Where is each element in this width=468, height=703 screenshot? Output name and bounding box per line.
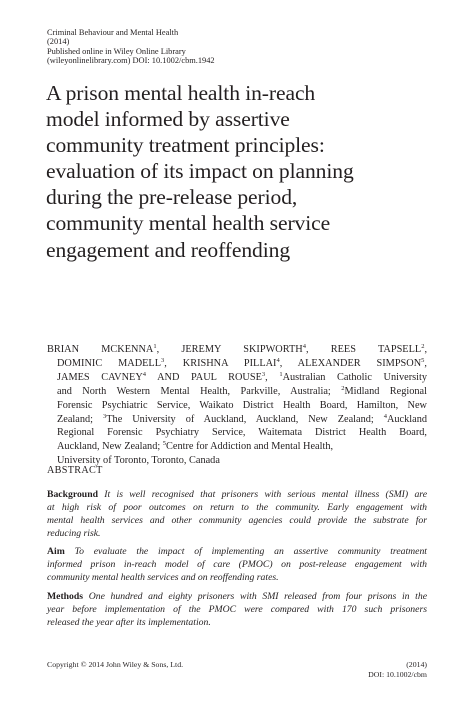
section-label: Methods <box>47 591 84 602</box>
article-title <box>46 80 436 263</box>
journal-year: (2014) <box>47 37 70 47</box>
affiliation-line: Auckland, New Zealand; $^5$Centre for Addiction and Mental Health, <box>57 440 334 453</box>
title-line: community mental health service <box>46 211 331 236</box>
paragraph-line: community mental health services and on reoffending rates. <box>47 571 279 583</box>
footer-copyright: Copyright © 2014 John Wiley & Sons, Ltd. <box>47 660 184 669</box>
affiliation-line: and North Western Mental Health, Parkville, Australia; $^2$Midland Regional <box>57 384 427 397</box>
journal-doi: (wileyonlinelibrary.com) DOI: 10.1002/cbm.1942 <box>47 56 215 66</box>
paragraph-line: Background It is well recognised that prisoners with serious mental illness (SMI) are <box>47 489 427 500</box>
affiliation-line: Regional Forensic Psychiatry Service, Waitemata District Health Board, <box>57 427 427 439</box>
journal-name: Criminal Behaviour and Mental Health <box>47 28 179 37</box>
title-line: evaluation of its impact on planning <box>46 159 354 184</box>
author-line: DOMINIC MADELL$^3$, KRISHNA PILLAI$^4$, ALEXANDER SIMPSON$^5$, <box>57 356 427 369</box>
title-line: A prison mental health in-reach <box>46 81 316 105</box>
abstract-background <box>47 489 427 541</box>
abstract-aim <box>47 546 427 585</box>
paragraph-line: mental health services and other community agencies could provide the substrate for <box>47 514 427 526</box>
journal-info <box>47 28 427 66</box>
affiliation-line: Zealand; $^3$The University of Auckland, Auckland, New Zealand; $^4$Auckland <box>57 412 427 425</box>
affiliation-line: University of Toronto, Toronto, Canada <box>57 455 220 467</box>
paragraph-line: Aim To evaluate the impact of implementing an assertive community treatment <box>47 546 427 557</box>
title-line: engagement and reoffending <box>46 237 291 262</box>
author-affiliations <box>47 343 427 468</box>
paragraph-line: year before implementation of the PMOC were compared with 170 such prisoners <box>47 603 427 615</box>
footer-year: (2014) <box>406 660 427 669</box>
abstract-methods <box>47 591 427 630</box>
title-line: during the pre-release period, <box>46 185 298 210</box>
author-line: JAMES CAVNEY$^4$ AND PAUL ROUSE$^3$, $^1$Australian Catholic University <box>57 370 428 383</box>
paragraph-line: Methods One hundred and eighty prisoners with SMI released from four prisons in the <box>47 591 427 602</box>
title-line: community treatment principles: <box>46 133 325 158</box>
author-line: BRIAN MCKENNA$^1$, JEREMY SKIPWORTH$^4$, REES TAPSELL$^2$, <box>47 343 428 355</box>
footer-citation <box>368 660 427 679</box>
footer-doi: DOI: 10.1002/cbm <box>368 669 427 679</box>
paragraph-line: at high risk of poor outcomes on return to the community. Early engagement with <box>47 501 427 513</box>
paragraph-line: reducing risk. <box>47 527 101 539</box>
affiliation-line: Forensic Psychiatric Service, Waikato District Health Board, Hamilton, New <box>57 399 427 411</box>
journal-published: Published online in Wiley Online Library <box>47 46 186 56</box>
section-label: Aim <box>47 546 65 557</box>
paragraph-line: released the year after its implementation. <box>47 616 211 628</box>
section-label: Background <box>47 489 98 500</box>
paragraph-line: informed prison in-reach model of care (PMOC) on post-release engagement with <box>47 558 427 570</box>
title-line: model informed by assertive <box>46 107 290 132</box>
abstract-heading: ABSTRACT <box>47 465 103 476</box>
